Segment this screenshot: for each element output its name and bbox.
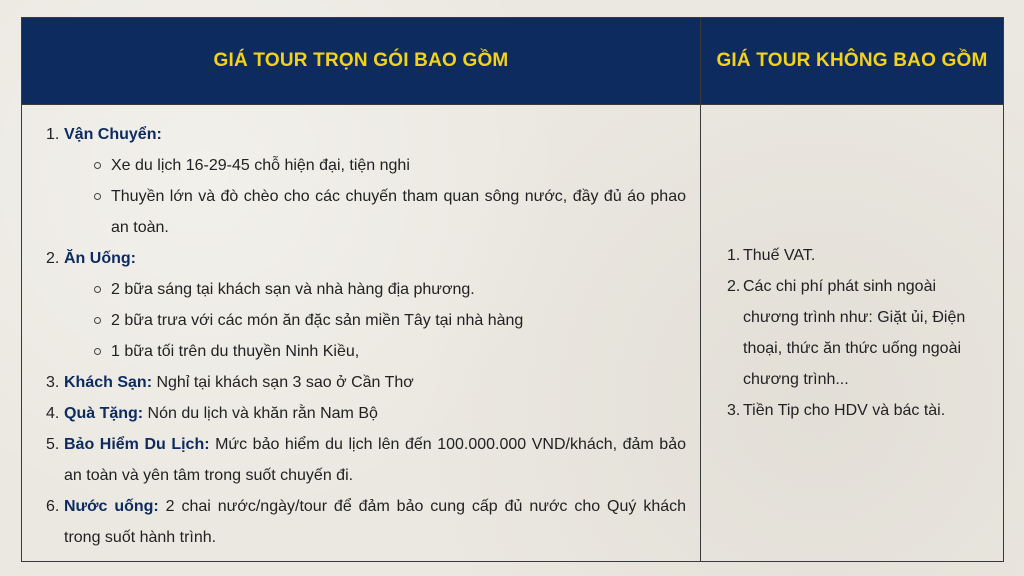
sub-item-text: 2 bữa trưa với các món ăn đặc sản miền Tây tại nhà hàng [111,312,524,329]
included-list [46,119,686,553]
item-title: Bảo Hiểm Du Lịch: [64,436,210,453]
item-text: Nghỉ tại khách sạn 3 sao ở Cần Thơ [152,374,414,391]
included-item-gift [46,398,686,429]
excluded-header: GIÁ TOUR KHÔNG BAO GỒM [701,18,1004,105]
item-text: Mức bảo hiểm du lịch lên đến 100.000.000 VND/khách, đảm bảo an toàn và yên tâm trong suốt chuyến đi. [64,436,687,484]
item-number: 3. [46,374,60,391]
circle-bullet-icon [94,317,101,324]
list-item [94,305,686,336]
circle-bullet-icon [94,193,101,200]
circle-bullet-icon [94,348,101,355]
item-text: Nón du lịch và khăn rằn Nam Bộ [143,405,378,422]
tour-price-table [21,17,1004,562]
item-number: 2. [727,278,741,295]
sub-list [64,150,686,243]
list-item [94,336,686,367]
item-title: Ăn Uống: [64,250,136,267]
item-number: 1. [727,247,741,264]
list-item [94,150,686,181]
item-title: Quà Tặng: [64,405,144,422]
circle-bullet-icon [94,162,101,169]
sub-list [64,274,686,367]
item-title: Vận Chuyển: [64,126,162,143]
sub-item-text: Xe du lịch 16-29-45 chỗ hiện đại, tiện nghi [111,157,410,174]
included-item-hotel [46,367,686,398]
included-header: GIÁ TOUR TRỌN GÓI BAO GỒM [22,18,701,105]
sub-item-text: 2 bữa sáng tại khách sạn và nhà hàng địa phương. [111,281,475,298]
excluded-cell [701,105,1004,562]
included-cell [22,105,701,562]
table-header-row [22,18,1004,105]
included-item-water [46,491,686,553]
list-item [94,274,686,305]
excluded-list [727,240,993,426]
item-title: Nước uống: [64,498,159,515]
item-number: 6. [46,498,60,515]
excluded-item-vat [727,240,993,271]
table-body-row [22,105,1004,562]
item-title: Khách Sạn: [64,374,153,391]
included-item-meals [46,243,686,367]
item-text: Thuế VAT. [743,247,816,264]
sub-item-text: Thuyền lớn và đò chèo cho các chuyến tham quan sông nước, đầy đủ áo phao an toàn. [111,188,686,236]
item-number: 5. [46,436,60,453]
included-item-insurance [46,429,686,491]
included-item-transport [46,119,686,243]
item-text: Tiền Tip cho HDV và bác tài. [743,402,946,419]
list-item [94,181,686,243]
excluded-item-tips [727,395,993,426]
circle-bullet-icon [94,286,101,293]
sub-item-text: 1 bữa tối trên du thuyền Ninh Kiều, [111,343,360,360]
item-text: Các chi phí phát sinh ngoài chương trình như: Giặt ủi, Điện thoại, thức ăn thức uống ngoài chương trình... [743,278,966,388]
item-number: 2. [46,250,60,267]
excluded-item-extra-costs [727,271,993,395]
item-number: 4. [46,405,60,422]
item-number: 1. [46,126,60,143]
item-number: 3. [727,402,741,419]
item-text: 2 chai nước/ngày/tour để đảm bảo cung cấp đủ nước cho Quý khách trong suốt hành trình. [64,498,687,546]
